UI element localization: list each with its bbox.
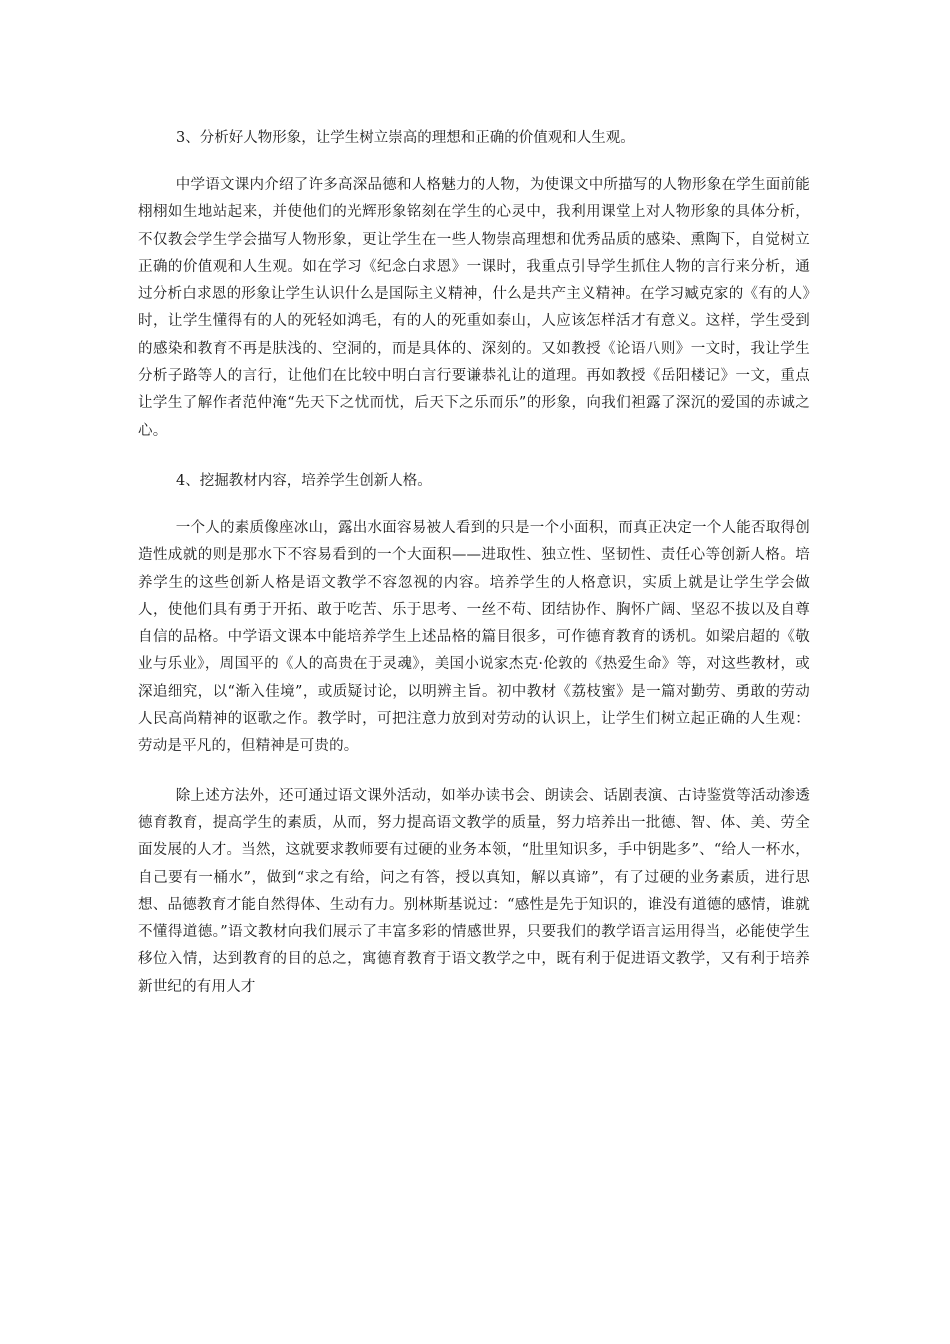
section-4-paragraph: 一个人的素质像座冰山，露出水面容易被人看到的只是一个小面积，而真正决定一个人能否取得创造性成就的则是那水下不容易看到的一个大面积——进取性、独立性、坚韧性、责任心等创新人格。培养学生的这些创新人格是语文教学不容忽视的内容。培养学生的人格意识，实质上就是让学生学会做人，使他们具有勇于开拓、敢于吃苦、乐于思考、一丝不苟、团结协作、胸怀广阔、坚忍不拔以及自尊自信的品格。中学语文课本中能培养学生上述品格的篇目很多，可作德育教育的诱机。如梁启超的《敬业与乐业》，周国平的《人的高贵在于灵魂》，美国小说家杰克·伦敦的《热爱生命》等，对这些教材，或深追细究，以“渐入佳境”，或质疑讨论，以明辨主旨。初中教材《荔枝蜜》是一篇对勤劳、勇敢的劳动人民高尚精神的讴歌之作。教学时，可把注意力放到对劳动的认识上，让学生们树立起正确的人生观：劳动是平凡的，但精神是可贵的。 [138, 519, 810, 755]
section-3-heading: 3、分析好人物形象，让学生树立崇高的理想和正确的价值观和人生观。 [176, 130, 635, 146]
section-4-heading: 4、挖掘教材内容，培养学生创新人格。 [176, 472, 432, 489]
closing-paragraph: 除上述方法外，还可通过语文课外活动，如举办读书会、朗读会、话剧表演、古诗鉴赏等活动渗透德育教育，提高学生的素质，从而，努力提高语文教学的质量，努力培养出一批德、智、体、美、劳全面发展的人才。当然，这就要求教师要有过硬的业务本领，“肚里知识多，手中钥匙多”、“给人一杯水，自己要有一桶水”，做到“求之有给，问之有答，授以真知，解以真谛”，有了过硬的业务素质，进行思想、品德教育才能自然得体、生动有力。别林斯基说过：“感性是先于知识的，谁没有道德的感情，谁就不懂得道德。”语文教材向我们展示了丰富多彩的情感世界，只要我们的教学语言运用得当，必能使学生移位入情，达到教育的目的总之，寓德育教育于语文教学之中，既有利于促进语文教学，又有利于培养新世纪的有用人才 [138, 787, 810, 995]
section-3-paragraph: 中学语文课内介绍了许多高深品德和人格魅力的人物，为使课文中所描写的人物形象在学生面前能栩栩如生地站起来，并使他们的光辉形象铭刻在学生的心灵中，我利用课堂上对人物形象的具体分析，不仅教会学生学会描写人物形象，更让学生在一些人物崇高理想和优秀品质的感染、熏陶下，自觉树立正确的价值观和人生观。如在学习《纪念白求恩》一课时，我重点引导学生抓住人物的言行来分析，通过分析白求恩的形象让学生认识什么是国际主义精神，什么是共产主义精神。在学习臧克家的《有的人》时，让学生懂得有的人的死轻如鸿毛，有的人的死重如泰山，人应该怎样活才有意义。这样，学生受到的感染和教育不再是肤浅的、空洞的，而是具体的、深刻的。又如教授《论语八则》一文时，我让学生分析子路等人的言行，让他们在比较中明白言行要谦恭礼让的道理。再如教授《岳阳楼记》一文，重点让学生了解作者范仲淹“先天下之忧而忧，后天下之乐而乐”的形象，向我们袒露了深沉的爱国的赤诚之心。 [138, 177, 810, 439]
document-body [138, 124, 810, 1001]
